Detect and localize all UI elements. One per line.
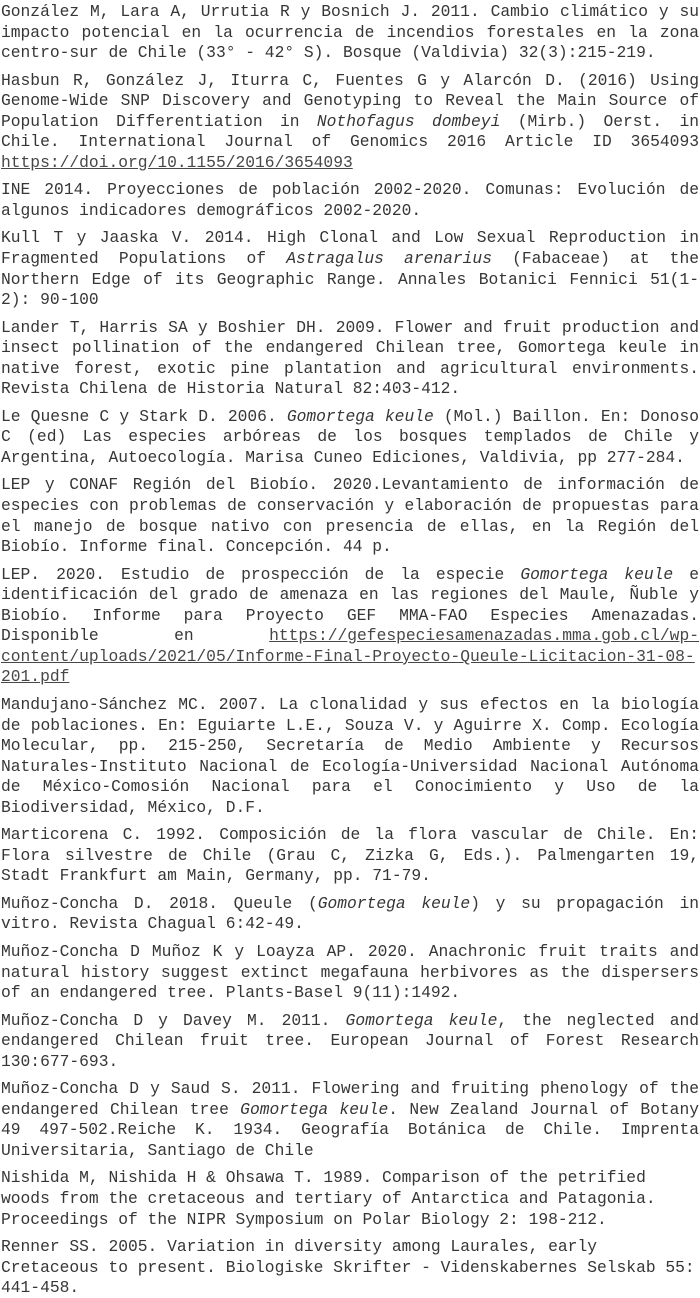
reference-text: (Mirb.) Oerst. in Chile. International Journal of Genomics 2016 Article ID 3654093 (1, 111, 699, 152)
reference-entry (1, 2, 699, 64)
reference-entry (1, 1237, 699, 1298)
species-name-italic: Nothofagus dombeyi (316, 111, 501, 131)
reference-text: Muñoz-Concha D y Davey M. 2011. (1, 1010, 346, 1030)
reference-link[interactable]: https:/⁠/⁠gefespeciesamenazadas.mma.gob.cl/⁠wp-content/⁠uploads/⁠2021/⁠05/⁠Informe-Final-Proyecto-Queule-Licitacion-31-08-201.pdf (1, 626, 699, 687)
reference-entry (1, 565, 699, 688)
reference-text: (Fabaceae) at the Northern Edge of its Geographic Range. Annales Botanici Fennici 51(1-2): 90-100 (1, 249, 699, 310)
reference-link[interactable]: https:/⁠/⁠doi.org/⁠10.1155/⁠2016/⁠3654093 (1, 152, 353, 172)
reference-entry (1, 1011, 699, 1073)
reference-text: LEP. 2020. Estudio de prospección de la especie (1, 564, 521, 584)
reference-entry (1, 407, 699, 469)
reference-entry (1, 1079, 699, 1161)
species-name-italic: Gomortega keule (286, 406, 434, 426)
reference-entry (1, 228, 699, 310)
reference-entry (1, 695, 699, 818)
reference-text: Nishida M, Nishida H & Ohsawa T. 1989. Comparison of the petrified woods from the cretaceous and tertiary of Antarctica and Patagonia. Proceedings of the NIPR Symposium on Polar Biology 2: 198-212. (1, 1168, 656, 1229)
reference-text: Muñoz-Concha D. 2018. Queule ( (1, 893, 318, 913)
reference-entry (1, 318, 699, 400)
reference-text: (Mol.) Baillon. En: Donoso C (ed) Las especies arbóreas de los bosques templados de Chile y Argentina, Autoecología. Marisa Cuneo Ediciones, Valdivia, pp 277-284. (1, 406, 699, 467)
reference-entry (1, 825, 699, 887)
reference-text: Muñoz-Concha D Muñoz K y Loayza AP. 2020. Anachronic fruit traits and natural history suggest extinct megafauna herbivores as the dispersers of an endangered tree. Plants-Basel 9(11):1492. (1, 941, 699, 1003)
reference-text: Lander T, Harris SA y Boshier DH. 2009. Flower and fruit production and insect pollination of the endangered Chilean tree, Gomortega keule in native forest, exotic pine plantation and agricultural environments. Revista Chilena de Historia Natural 82:403-412. (1, 317, 699, 399)
references-list (1, 2, 699, 1298)
reference-text: , the neglected and endangered Chilean fruit tree. European Journal of Forest Research 130:677-693. (1, 1010, 700, 1071)
reference-text: Renner SS. 2005. Variation in diversity among Laurales, early Cretaceous to present. Biologiske Skrifter - Videnskabernes Selskab 55: 441-458. (1, 1237, 695, 1298)
reference-text: Mandujano-Sánchez MC. 2007. La clonalidad y sus efectos en la biología de poblaciones. En: Eguiarte L.E., Souza V. y Aguirre X. Comp. Ecología Molecular, pp. 215-250, Secretaría de Medio Ambiente y Recursos Naturales-Instituto Nacional de Ecología-Universidad Nacional Autónoma de México-Comosión Nacional para el Conocimiento y Uso de la Biodiversidad, México, D.F. (1, 694, 699, 817)
reference-text: Marticorena C. 1992. Composición de la flora vascular de Chile. En: Flora silvestre de Chile (Grau C, Zizka G, Eds.). Palmengarten 19, Stadt Frankfurt am Main, Germany, pp. 71-79. (1, 825, 699, 886)
reference-text: González M, Lara A, Urrutia R y Bosnich J. 2011. Cambio climático y su impacto potencial en la ocurrencia de incendios forestales en la zona centro-sur de Chile (33° - 42° S). Bosque (Valdivia) 32(3):215-219. (1, 2, 699, 63)
reference-entry (1, 894, 699, 935)
reference-text: LEP y CONAF Región del Biobío. 2020.Levantamiento de información de especies con problemas de conservación y elaboración de propuestas para el manejo de bosque nativo con presencia de ellas, en la Región del Biobío. Informe final. Concepción. 44 p. (1, 475, 699, 557)
species-name-italic: Astragalus arenarius (286, 249, 492, 269)
reference-entry (1, 180, 699, 221)
reference-text: Le Quesne C y Stark D. 2006. (1, 406, 287, 426)
reference-entry (1, 1168, 699, 1230)
reference-text: . New Zealand Journal of Botany 49 497-502.Reiche K. 1934. Geografía Botánica de Chile. Imprenta Universitaria, Santiago de Chile (1, 1099, 699, 1160)
reference-entry (1, 71, 699, 174)
reference-entry (1, 475, 699, 557)
reference-text: e identificación del grado de amenaza en las regiones del Maule, Ñuble y Biobío. Informe para Proyecto GEF MMA-FAO Especies Amenazadas. Disponible en (1, 564, 700, 646)
species-name-italic: Gomortega keule (520, 564, 674, 584)
reference-text: Muñoz-Concha D y Saud S. 2011. Flowering and fruiting phenology of the endangered Chilean tree (1, 1079, 699, 1119)
reference-text: Kull T y Jaaska V. 2014. High Clonal and Low Sexual Reproduction in Fragmented Populations of (1, 228, 699, 269)
reference-text: INE 2014. Proyecciones de población 2002-2020. Comunas: Evolución de algunos indicadores demográficos 2002-2020. (1, 180, 699, 220)
reference-text: ) y su propagación in vitro. Revista Chagual 6:42-49. (1, 893, 699, 934)
reference-text: Hasbun R, González J, Iturra C, Fuentes G y Alarcón D. (2016) Using Genome-Wide SNP Discovery and Genotyping to Reveal the Main Source of Population Differentiation in (1, 70, 699, 131)
species-name-italic: Gomortega keule (345, 1010, 498, 1030)
species-name-italic: Gomortega keule (317, 893, 471, 913)
reference-entry (1, 942, 699, 1004)
species-name-italic: Gomortega keule (240, 1099, 389, 1119)
